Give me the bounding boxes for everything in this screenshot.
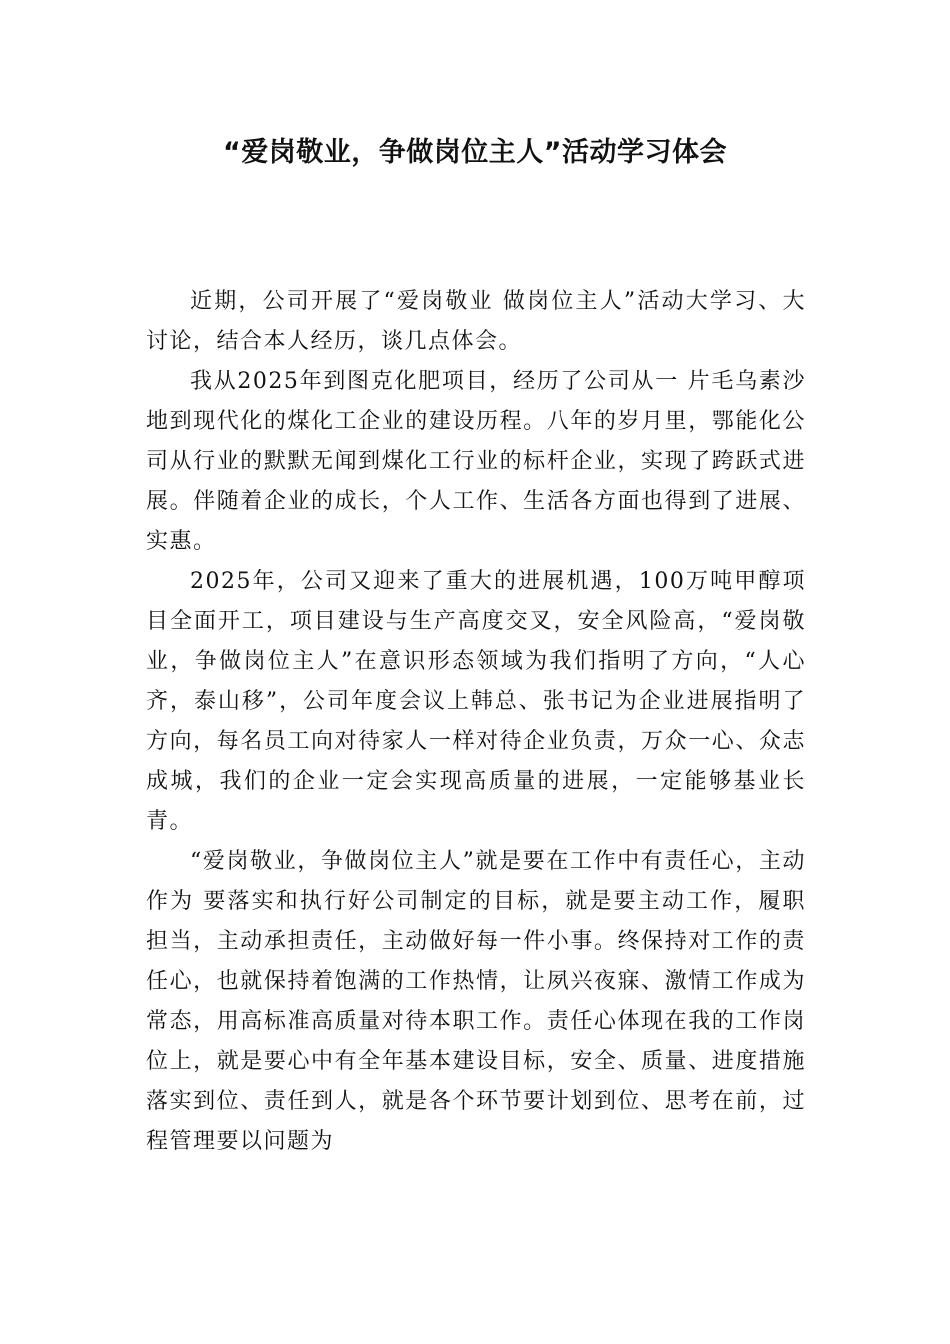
- document-title: “爱岗敬业，争做岗位主人”活动学习体会: [223, 137, 727, 168]
- paragraph-2: 我从2025年到图克化肥项目，经历了公司从一 片毛乌素沙地到现代化的煤化工企业的建设历程。八年的岁月里，鄂能化公司从行业的默默无闻到煤化工行业的标杆企业，实现了跨跃式进展。伴随着企业的成长，个人工作、生活各方面也得到了进展、实惠。: [146, 369, 806, 554]
- paragraph-3: 2025年，公司又迎来了重大的进展机遇，100万吨甲醇项目全面开工，项目建设与生产高度交叉，安全风险高，“爱岗敬业，争做岗位主人”在意识形态领域为我们指明了方向，“人心齐，泰山移”，公司年度会议上韩总、张书记为企业进展指明了方向，每名员工向对待家人一样对待企业负责，万众一心、众志成城，我们的企业一定会实现高质量的进展，一定能够基业长青。: [146, 569, 806, 834]
- document-body: [146, 282, 806, 1162]
- paragraph-4: “爱岗敬业，争做岗位主人”就是要在工作中有责任心，主动作为 要落实和执行好公司制定的目标，就是要主动工作，履职担当，主动承担责任，主动做好每一件小事。终保持对工作的责任心，也就保持着饱满的工作热情，让夙兴夜寐、激情工作成为常态，用高标准高质量对待本职工作。责任心体现在我的工作岗位上，就是要心中有全年基本建设目标，安全、质量、进度措施落实到位、责任到人，就是各个环节要计划到位、思考在前，过程管理要以问题为: [146, 849, 806, 1154]
- paragraph-1: 近期，公司开展了“爱岗敬业 做岗位主人”活动大学习、大讨论，结合本人经历，谈几点体会。: [146, 289, 806, 354]
